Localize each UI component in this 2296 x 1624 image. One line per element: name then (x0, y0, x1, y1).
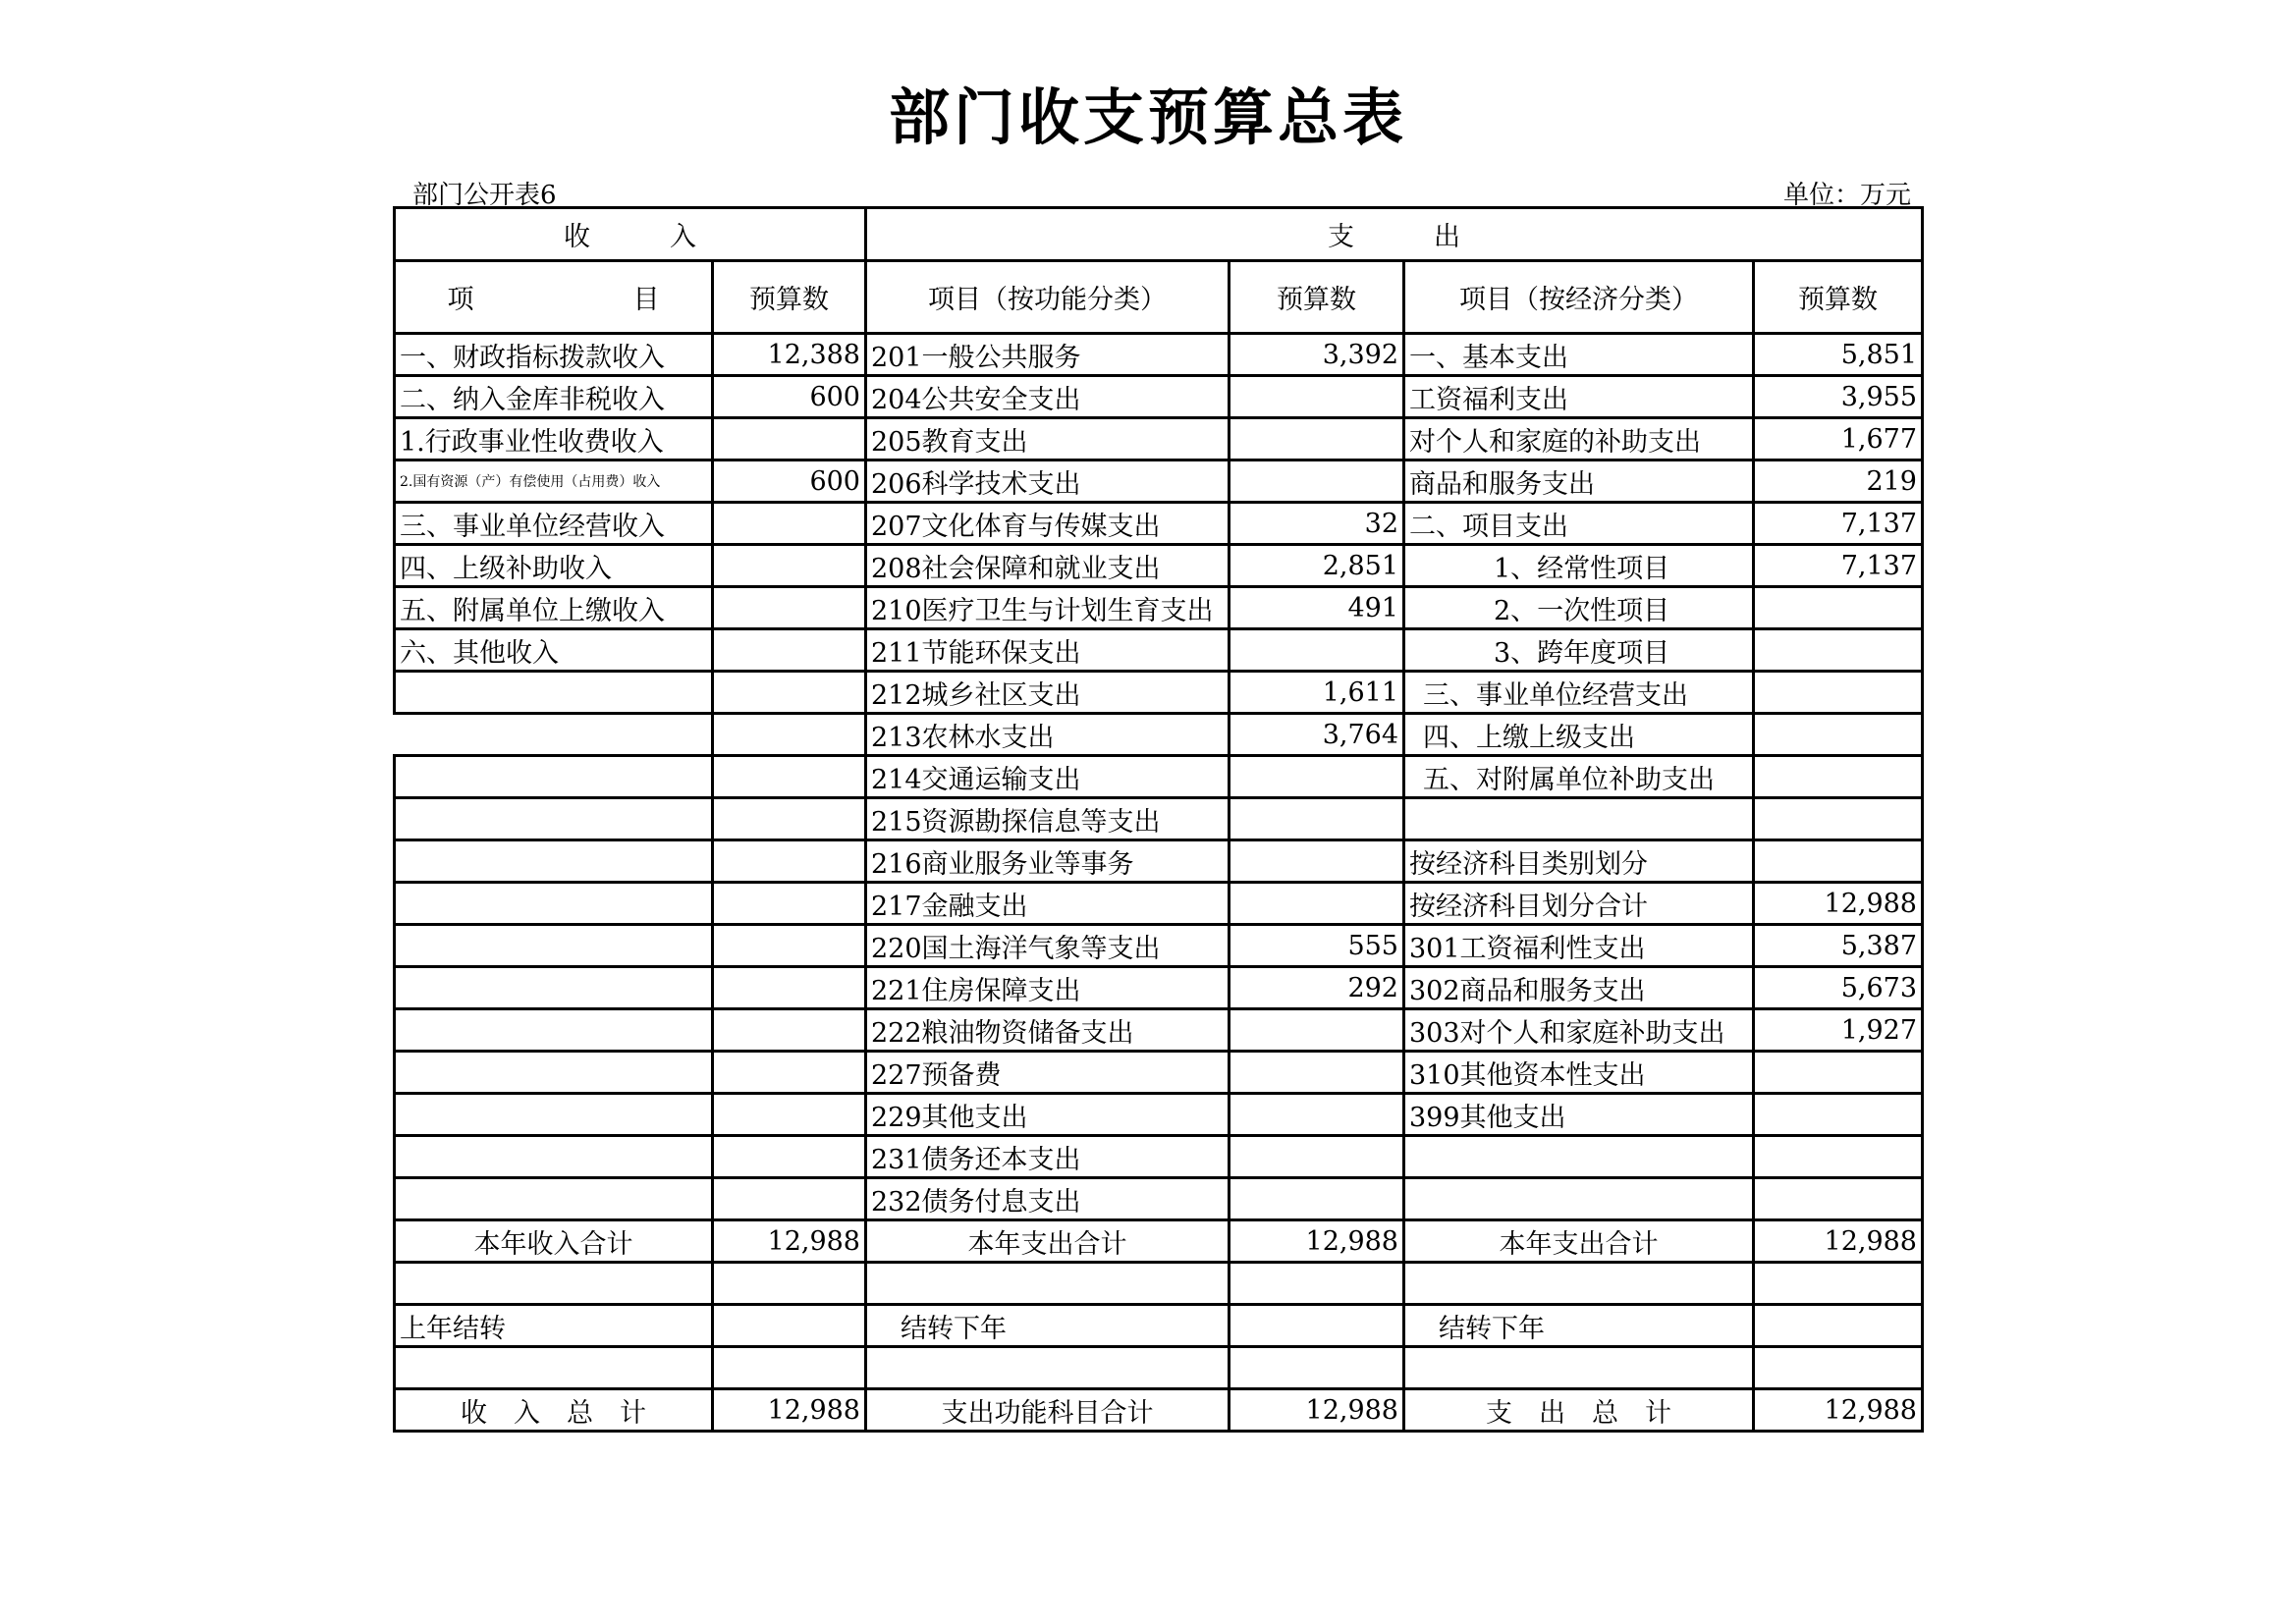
table-row (395, 1178, 1923, 1220)
func-amount-cell (1230, 1263, 1404, 1305)
table-row (395, 714, 1923, 756)
func-amount-cell: 1,611 (1230, 672, 1404, 714)
income-amount-cell (713, 714, 866, 756)
table-row (395, 925, 1923, 967)
expense-header: 支 出 (866, 208, 1923, 261)
econ-amount-cell (1754, 1263, 1923, 1305)
income-item-cell: 四、上级补助收入 (395, 545, 713, 587)
econ-item-cell: 本年支出合计 (1404, 1220, 1754, 1263)
func-item-cell: 221住房保障支出 (866, 967, 1230, 1009)
table-row (395, 1220, 1923, 1263)
income-amount-cell: 12,388 (713, 334, 866, 376)
income-amount-cell (713, 1305, 866, 1347)
func-amount-cell: 2,851 (1230, 545, 1404, 587)
table-row (395, 967, 1923, 1009)
econ-item-cell: 商品和服务支出 (1404, 460, 1754, 503)
func-item-cell: 本年支出合计 (866, 1220, 1230, 1263)
econ-amount-cell: 12,988 (1754, 1389, 1923, 1432)
econ-amount-cell: 12,988 (1754, 883, 1923, 925)
func-amount-cell (1230, 418, 1404, 460)
table-row (395, 1347, 1923, 1389)
table-row (395, 545, 1923, 587)
func-item-cell: 211节能环保支出 (866, 629, 1230, 672)
income-amount-cell (713, 967, 866, 1009)
income-amount-cell (713, 925, 866, 967)
func-item-header: 项目（按功能分类） (866, 261, 1230, 334)
header-row-columns (395, 261, 1923, 334)
income-amount-cell (713, 629, 866, 672)
econ-item-cell: 对个人和家庭的补助支出 (1404, 418, 1754, 460)
econ-amount-cell (1754, 1052, 1923, 1094)
econ-item-cell (1404, 1136, 1754, 1178)
econ-item-cell: 按经济科目划分合计 (1404, 883, 1754, 925)
unit-label: 单位：万元 (1782, 181, 1911, 210)
func-amount-cell: 3,764 (1230, 714, 1404, 756)
table-row (395, 883, 1923, 925)
table-row (395, 1009, 1923, 1052)
func-amount-cell (1230, 883, 1404, 925)
income-amount-cell: 600 (713, 460, 866, 503)
func-amount-cell: 3,392 (1230, 334, 1404, 376)
econ-item-cell (1404, 1178, 1754, 1220)
table-row (395, 418, 1923, 460)
econ-amount-cell (1754, 1305, 1923, 1347)
econ-amount-cell: 3,955 (1754, 376, 1923, 418)
econ-item-cell (1404, 1263, 1754, 1305)
income-amount-cell (713, 1347, 866, 1389)
income-item-cell (395, 1263, 713, 1305)
econ-item-cell (1404, 1347, 1754, 1389)
income-item-cell: 五、附属单位上缴收入 (395, 587, 713, 629)
func-amount-cell: 12,988 (1230, 1389, 1404, 1432)
income-amount-cell: 600 (713, 376, 866, 418)
econ-item-cell: 结转下年 (1404, 1305, 1754, 1347)
func-item-cell: 232债务付息支出 (866, 1178, 1230, 1220)
table-row (395, 587, 1923, 629)
income-item-cell: 本年收入合计 (395, 1220, 713, 1263)
income-item-cell (395, 672, 713, 714)
func-amount-cell: 555 (1230, 925, 1404, 967)
table-row (395, 1389, 1923, 1432)
income-amount-cell (713, 503, 866, 545)
econ-item-cell: 五、对附属单位补助支出 (1404, 756, 1754, 798)
income-item-cell: 1.行政事业性收费收入 (395, 418, 713, 460)
func-amount-cell (1230, 798, 1404, 840)
income-item-cell: 六、其他收入 (395, 629, 713, 672)
func-item-cell: 213农林水支出 (866, 714, 1230, 756)
income-item-cell: 一、财政指标拨款收入 (395, 334, 713, 376)
income-amount-cell (713, 756, 866, 798)
func-item-cell: 231债务还本支出 (866, 1136, 1230, 1178)
table-row (395, 1263, 1923, 1305)
econ-item-cell: 四、上缴上级支出 (1404, 714, 1754, 756)
income-item-cell (395, 1052, 713, 1094)
income-item-cell (395, 840, 713, 883)
econ-amount-cell (1754, 1136, 1923, 1178)
table-row (395, 798, 1923, 840)
income-item-cell: 上年结转 (395, 1305, 713, 1347)
econ-amount-cell (1754, 1094, 1923, 1136)
econ-item-cell: 3、跨年度项目 (1404, 629, 1754, 672)
econ-amount-cell (1754, 756, 1923, 798)
income-amount-cell (713, 1178, 866, 1220)
econ-amount-cell (1754, 1347, 1923, 1389)
income-item-cell (395, 883, 713, 925)
income-item-cell (395, 1347, 713, 1389)
func-amount-cell (1230, 1305, 1404, 1347)
econ-item-cell: 302商品和服务支出 (1404, 967, 1754, 1009)
func-item-cell: 227预备费 (866, 1052, 1230, 1094)
table-row (395, 1136, 1923, 1178)
income-item-cell (395, 756, 713, 798)
income-amount-cell: 12,988 (713, 1389, 866, 1432)
income-amount-cell (713, 418, 866, 460)
func-item-cell: 204公共安全支出 (866, 376, 1230, 418)
form-code: 部门公开表6 (412, 181, 557, 210)
econ-item-cell: 1、经常性项目 (1404, 545, 1754, 587)
econ-item-header: 项目（按经济分类） (1404, 261, 1754, 334)
econ-amount-cell (1754, 798, 1923, 840)
func-item-cell: 217金融支出 (866, 883, 1230, 925)
econ-amount-cell: 5,387 (1754, 925, 1923, 967)
func-amount-cell (1230, 1347, 1404, 1389)
func-amount-cell: 491 (1230, 587, 1404, 629)
func-item-cell (866, 1263, 1230, 1305)
econ-item-cell: 二、项目支出 (1404, 503, 1754, 545)
income-amount-cell (713, 1009, 866, 1052)
econ-item-cell: 301工资福利性支出 (1404, 925, 1754, 967)
income-item-cell (395, 967, 713, 1009)
func-item-cell: 212城乡社区支出 (866, 672, 1230, 714)
income-item-cell: 收 入 总 计 (395, 1389, 713, 1432)
income-amount-cell (713, 1263, 866, 1305)
page-title: 部门收支预算总表 (888, 81, 1407, 153)
econ-amount-cell: 12,988 (1754, 1220, 1923, 1263)
table-row (395, 840, 1923, 883)
func-item-cell (866, 1347, 1230, 1389)
table-row (395, 503, 1923, 545)
func-amount-cell (1230, 1094, 1404, 1136)
income-amount-cell (713, 840, 866, 883)
func-item-cell: 208社会保障和就业支出 (866, 545, 1230, 587)
econ-amount-cell (1754, 672, 1923, 714)
econ-item-cell: 399其他支出 (1404, 1094, 1754, 1136)
income-item-cell: 2.国有资源（产）有偿使用（占用费）收入 (395, 460, 713, 503)
income-item-cell (395, 1178, 713, 1220)
func-item-cell: 229其他支出 (866, 1094, 1230, 1136)
func-amount-cell: 292 (1230, 967, 1404, 1009)
func-item-cell: 207文化体育与传媒支出 (866, 503, 1230, 545)
income-budget-header: 预算数 (713, 261, 866, 334)
table-row (395, 1305, 1923, 1347)
econ-item-cell (1404, 798, 1754, 840)
func-amount-cell (1230, 840, 1404, 883)
income-item-cell (395, 714, 713, 756)
func-amount-cell (1230, 460, 1404, 503)
income-item-cell (395, 1094, 713, 1136)
econ-amount-cell: 5,851 (1754, 334, 1923, 376)
table-row (395, 672, 1923, 714)
econ-amount-cell: 7,137 (1754, 503, 1923, 545)
table-row (395, 376, 1923, 418)
func-item-cell: 214交通运输支出 (866, 756, 1230, 798)
income-amount-cell (713, 672, 866, 714)
econ-amount-cell (1754, 714, 1923, 756)
econ-item-cell: 三、事业单位经营支出 (1404, 672, 1754, 714)
func-budget-header: 预算数 (1230, 261, 1404, 334)
func-item-cell: 201一般公共服务 (866, 334, 1230, 376)
econ-amount-cell: 219 (1754, 460, 1923, 503)
income-amount-cell (713, 1136, 866, 1178)
income-amount-cell (713, 883, 866, 925)
econ-amount-cell (1754, 1178, 1923, 1220)
func-item-cell: 222粮油物资储备支出 (866, 1009, 1230, 1052)
econ-budget-header: 预算数 (1754, 261, 1923, 334)
income-item-cell: 二、纳入金库非税收入 (395, 376, 713, 418)
func-item-cell: 结转下年 (866, 1305, 1230, 1347)
func-amount-cell (1230, 1136, 1404, 1178)
func-amount-cell (1230, 376, 1404, 418)
header-row-sections (395, 208, 1923, 261)
table-row (395, 1052, 1923, 1094)
income-amount-cell (713, 1094, 866, 1136)
func-item-cell: 205教育支出 (866, 418, 1230, 460)
func-item-cell: 216商业服务业等事务 (866, 840, 1230, 883)
econ-amount-cell (1754, 587, 1923, 629)
table-row (395, 334, 1923, 376)
econ-item-cell: 310其他资本性支出 (1404, 1052, 1754, 1094)
econ-item-cell: 按经济科目类别划分 (1404, 840, 1754, 883)
func-item-cell: 206科学技术支出 (866, 460, 1230, 503)
econ-amount-cell: 7,137 (1754, 545, 1923, 587)
income-item-cell: 三、事业单位经营收入 (395, 503, 713, 545)
income-amount-cell (713, 1052, 866, 1094)
func-amount-cell: 32 (1230, 503, 1404, 545)
econ-amount-cell: 1,677 (1754, 418, 1923, 460)
func-amount-cell (1230, 1052, 1404, 1094)
income-item-header: 项 目 (395, 261, 713, 334)
income-item-cell (395, 1136, 713, 1178)
func-item-cell: 220国土海洋气象等支出 (866, 925, 1230, 967)
income-item-cell (395, 1009, 713, 1052)
func-amount-cell (1230, 1178, 1404, 1220)
income-amount-cell (713, 587, 866, 629)
budget-table (393, 206, 1924, 1433)
func-item-cell: 210医疗卫生与计划生育支出 (866, 587, 1230, 629)
func-amount-cell (1230, 1009, 1404, 1052)
func-amount-cell: 12,988 (1230, 1220, 1404, 1263)
income-amount-cell: 12,988 (713, 1220, 866, 1263)
econ-amount-cell: 1,927 (1754, 1009, 1923, 1052)
income-item-cell (395, 925, 713, 967)
table-row (395, 1094, 1923, 1136)
econ-amount-cell (1754, 840, 1923, 883)
econ-item-cell: 工资福利支出 (1404, 376, 1754, 418)
table-row (395, 756, 1923, 798)
econ-amount-cell (1754, 629, 1923, 672)
econ-item-cell: 2、一次性项目 (1404, 587, 1754, 629)
func-amount-cell (1230, 756, 1404, 798)
func-item-cell: 支出功能科目合计 (866, 1389, 1230, 1432)
econ-item-cell: 303对个人和家庭补助支出 (1404, 1009, 1754, 1052)
income-header: 收 入 (395, 208, 866, 261)
econ-item-cell: 一、基本支出 (1404, 334, 1754, 376)
func-item-cell: 215资源勘探信息等支出 (866, 798, 1230, 840)
table-row (395, 460, 1923, 503)
table-row (395, 629, 1923, 672)
income-amount-cell (713, 545, 866, 587)
econ-amount-cell: 5,673 (1754, 967, 1923, 1009)
income-amount-cell (713, 798, 866, 840)
econ-item-cell: 支 出 总 计 (1404, 1389, 1754, 1432)
income-item-cell (395, 798, 713, 840)
func-amount-cell (1230, 629, 1404, 672)
